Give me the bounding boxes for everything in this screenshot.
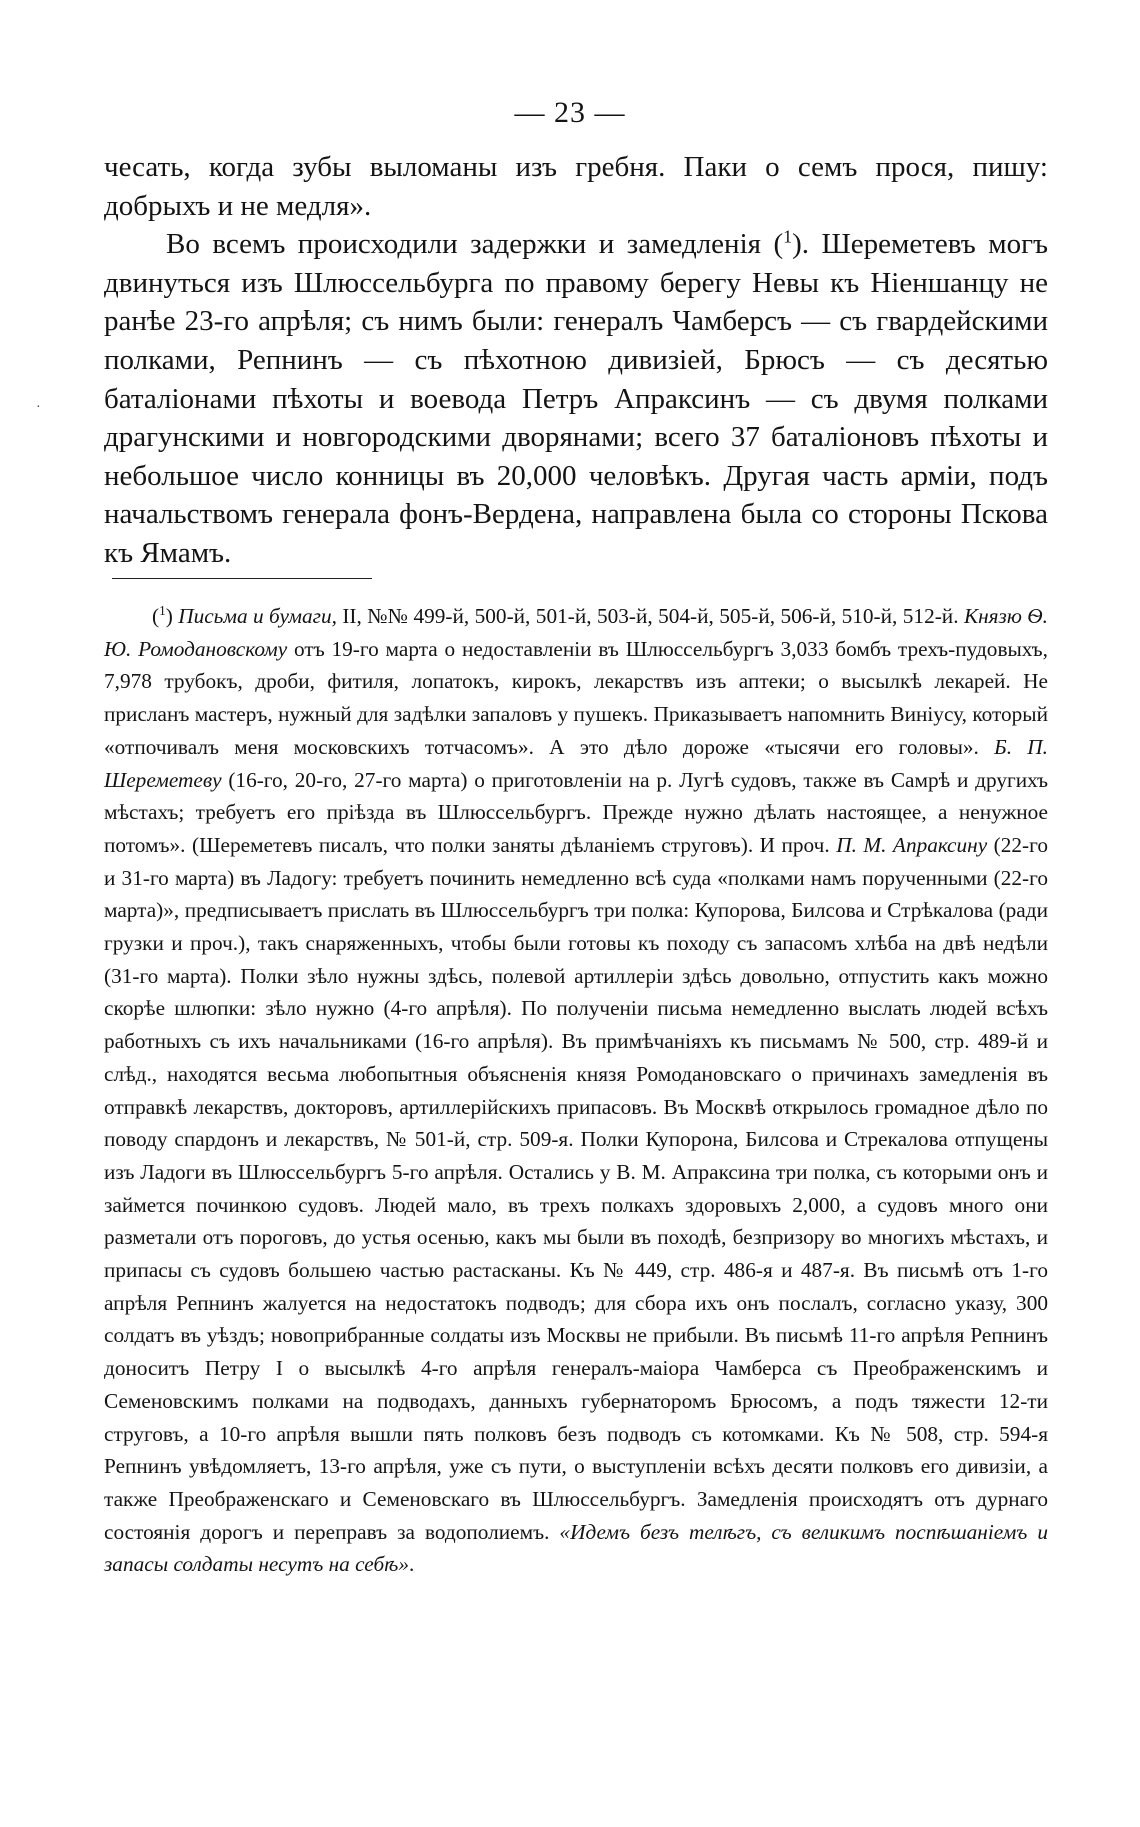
paragraph-2-start: Во всемъ происходили задержки и замедленія ( [166, 228, 784, 261]
footnote-letter-numbers: II, №№ 499-й, 500-й, 501-й, 503-й, 504-й, 505-й, 506-й, 510-й, 512-й. [342, 604, 959, 628]
footnote-text-sheremetev: (16-го, 20-го, 27-го марта) о приготовленіи на р. Лугѣ судовъ, также въ Самрѣ и другихъ мѣстахъ; требуетъ его пріѣзда въ Шлюссельбургъ. Прежде нужно дѣлать настоящее, а ненужное потомъ». (Шереметевъ писалъ, что полки заняты дѣланіемъ струговъ). И проч. [104, 767, 1048, 857]
margin-speck: · [36, 400, 41, 415]
footnote-marker-number: 1 [159, 602, 166, 618]
page-number: — 23 — [514, 96, 626, 129]
footnote-marker-open: ( [152, 604, 160, 628]
footnote-reference[interactable]: 1 [783, 226, 793, 247]
footnote-addressee-apraksin: П. М. Апраксину [836, 832, 988, 857]
footnote-closing-quote: «Идемъ безъ телѣгъ, съ великимъ поспѣшаніемъ и запасы солдаты несутъ на себѣ» [104, 1519, 1048, 1577]
paragraph-2-rest: ). Шереметевъ могъ двинуться изъ Шлюссельбурга по правому берегу Невы къ Ніеншанцу не ранѣе 23-го апрѣля; съ нимъ были: генералъ Чамберсъ — съ гвардейскими полками, Репнинъ — съ пѣхотною дивизіей, Брюсъ — съ десятью баталіонами пѣхоты и воевода Петръ Апраксинъ — съ двумя полками драгунскими и новгородскими дворянами; всего 37 баталіоновъ пѣхоты и небольшое число конницы въ 20,000 человѣкъ. Другая часть арміи, подъ начальствомъ генерала фонъ-Вердена, направлена была со стороны Пскова къ Ямамъ. [104, 228, 1048, 569]
footnote-marker-close: ) [165, 604, 173, 628]
footnote-divider [112, 578, 372, 579]
footnote-addressee-romodanovsky: Князю Ѳ. Ю. Ромодановскому [104, 604, 1048, 661]
footnote-text-romodanovsky: отъ 19-го марта о недоставленіи въ Шлюссельбургъ 3,033 бомбъ трехъ-пудовыхъ, 7,978 трубокъ, дроби, фитиля, лопатокъ, кирокъ, лекарствъ изъ аптеки; о высылкѣ лекарей. Не присланъ мастеръ, нужный для задѣлки запаловъ у пушекъ. Приказываетъ напомнить Винiусу, который «отпочивалъ меня московскихъ тотчасомъ». А это дѣло дороже «тысячи его головы». [104, 636, 1048, 759]
footnote-final-period: . [409, 1552, 415, 1577]
main-paragraph-1: чесать, когда зубы выломаны изъ гребня. Паки о семъ прося, пишу: добрыхъ и не медля». [104, 151, 1048, 222]
main-text [104, 148, 1048, 573]
main-paragraph-2 [104, 225, 1048, 572]
footnote-addressee-sheremetev: Б. П. Шереметеву [104, 734, 1048, 792]
footnote-block [104, 600, 1048, 1581]
footnote-text-apraksin: (22-го и 31-го марта) въ Ладогу: требуетъ починить немедленно всѣ суда «полками намъ порученными (22-го марта)», предписываетъ прислать въ Шлюссельбургъ три полка: Купорова, Билсова и Стрѣкалова (ради грузки и проч.), такъ снаряженныхъ, чтобы были готовы къ походу съ запасомъ хлѣба на двѣ недѣли (31-го марта). Полки зѣло нужны здѣсь, полевой артиллеріи здѣсь довольно, отпустить какъ можно скорѣе шлюпки: зѣло нужно (4-го апрѣля). По полученіи письма немедленно выслать людей всѣхъ работныхъ съ ихъ начальниками (16-го апрѣля). Въ примѣчаніяхъ къ письмамъ № 500, стр. 489-й и слѣд., находятся весьма любопытныя объясненія князя Ромодановскаго о причинахъ замедленія въ отправкѣ лекарствъ, докторовъ, артиллерійскихъ припасовъ. Въ Москвѣ открылось громадное дѣло по поводу спардонъ и лекарствъ, № 501-й, стр. 509-я. Полки Купорона, Билсова и Стрекалова отпущены изъ Ладоги въ Шлюссельбургъ 5-го апрѣля. Остались у В. М. Апраксина три полка, съ которыми онъ и займется починкою судовъ. Людей мало, въ трехъ полкахъ здоровыхъ 2,000, а судовъ много они разметали отъ пороговъ, до устья осенью, какъ мы были въ походѣ, безпризору во многихъ мѣстахъ, и припасы съ судовъ большею частью растасканы. Къ № 449, стр. 486-я и 487-я. Въ письмѣ отъ 1-го апрѣля Репнинъ жалуется на недостатокъ подводъ; для сбора ихъ онъ послалъ, согласно указу, 300 солдатъ въ уѣздъ; новоприбранные солдаты изъ Москвы не прибыли. Въ письмѣ 11-го апрѣля Репнинъ доноситъ Петру I о высылкѣ 4-го апрѣля генералъ-маіора Чамберса съ Преображенскимъ и Семеновскимъ полками на подводахъ, данныхъ губернаторомъ Брюсомъ, а подъ тяжести 12-ти струговъ, а 10-го апрѣля вышли пять полковъ безъ подводъ съ котомками. Къ № 508, стр. 594-я Репнинъ увѣдомляетъ, 13-го апрѣля, уже съ пути, о выступленіи всѣхъ десяти полковъ его дивизіи, а также Преображенскаго и Семеновскаго въ Шлюссельбургъ. Замедленія происходятъ отъ дурнаго состоянія дорогъ и переправъ за водополиемъ. [104, 832, 1048, 1544]
footnote-source-title: Письма и бумаги, [178, 604, 337, 628]
footnote-1 [104, 600, 1048, 1581]
